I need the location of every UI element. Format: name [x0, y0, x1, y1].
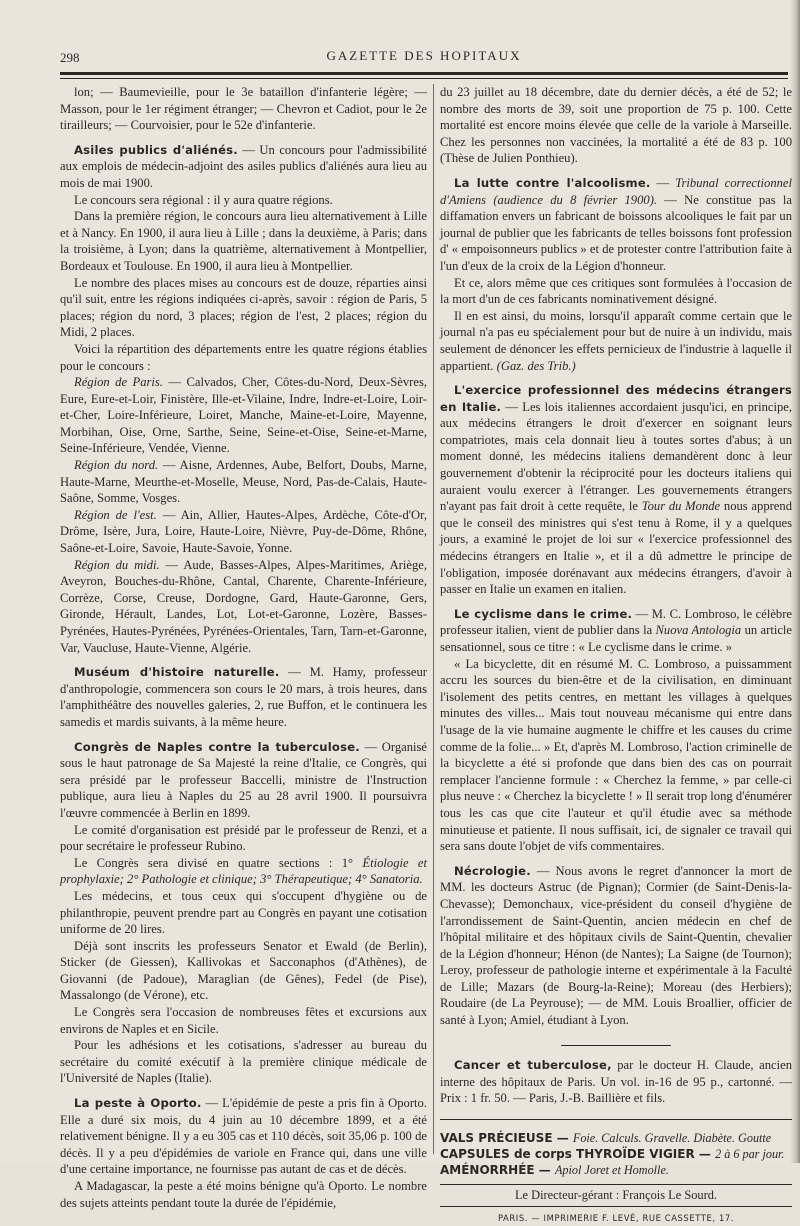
- paragraph: Le nombre des places mises au concours est de douze, réparties ainsi qu'il suit, entre les régions indiquées ci-après, savoir : région de Paris, 5 places; région du nord, 3 places; région de l'est, 2 places; région du Midi, 2 places.: [60, 275, 427, 340]
- paragraph: Pour les adhésions et les cotisations, s'adresser au bureau du secrétaire du comité exécutif à la première clinique médicale de l'Université de Naples (Italie).: [60, 1038, 427, 1086]
- paragraph: lon; — Baumevieille, pour le 3e bataillon d'infanterie légère; — Masson, pour le 1er régiment étranger; — Chevron et Cadiot, pour le 2e tirailleurs; — Courvoisier, pour le 52e d'infanterie.: [60, 85, 427, 133]
- article-text: — Nous avons le regret d'annoncer la mort de MM. les docteurs Astruc (de Pignan); Cormier (de Saint-Denis-la-Chevasse); Demonchaux, vice-président du conseil d'hygiène de l'arrondissement de Saint-Quentin, ancien médecin en chef de l'hôpital militaire et des hôpitaux civils de Saint-Quentin, chevalier de la Légion d'honneur; Hénon (de Nantes); La Saigne (de Tournon); Leroy, professeur de pathologie interne et expérimentale à la Faculté de Lille; Mazars (de Bourg-la-Reine); Moreau (des Herbiers); Roudaire (de La Peyrouse); — de MM. Louis Broallier, officier de santé à Lyon; Amiel, étudiant à Lyon.: [440, 863, 792, 1028]
- article-heading: La lutte contre l'alcoolisme.: [454, 175, 651, 190]
- article-heading: Asiles publics d'aliénés.: [74, 142, 238, 157]
- printer-imprint: PARIS. — IMPRIMERIE F. LEVÉ, RUE CASSETTE, 17.: [497, 1212, 735, 1223]
- ad-title: AMÉNORRHÉE —: [440, 1163, 555, 1178]
- region-label: Région de l'est.: [74, 507, 157, 522]
- region-paris: [60, 374, 427, 457]
- page-header: [60, 46, 788, 68]
- article-heading: Le cyclisme dans le crime.: [454, 606, 633, 621]
- region-label: Région du nord.: [74, 458, 159, 473]
- header-rule-thick: [60, 72, 788, 75]
- article-text: — Ne constitue pas la diffamation envers un fabricant de boissons alcooliques le fait par un journal de publier que les fabricants de telles boissons font profession d' « empoisonneurs publics » et de protester contre l'attribution faite à l'un d'eux de la croix de la Légion d'honneur.: [440, 192, 792, 273]
- article-asiles: [60, 142, 427, 192]
- section-separator: [440, 1037, 792, 1054]
- article-exercice: [440, 382, 792, 598]
- paragraph: du 23 juillet au 18 décembre, date du dernier décès, a été de 52; le nombre des morts de 39, soit une proportion de 75 p. 100. Cette mortalité est encore moins élevée que celle de la variole à Marseille. Chez les personnes non vaccinées, la mortalité a été de 83 p. 100 (Thèse de Julien Ponthieu).: [440, 85, 792, 166]
- article-text: un article sensationnel, sous ce titre : « Le cyclisme dans le crime. »: [440, 623, 792, 654]
- journal-italic: Nuova Antologia: [655, 623, 742, 638]
- article-heading: Nécrologie.: [454, 863, 531, 878]
- article-heading: Muséum d'histoire naturelle.: [74, 665, 280, 680]
- region-text: — Ain, Allier, Hautes-Alpes, Ardèche, Côte-d'Or, Drôme, Isère, Jura, Loire, Haute-Loire, Nièvre, Puy-de-Dôme, Rhône, Saône-et-Loire, Savoie, Haute-Savoie, Yonne.: [60, 507, 427, 556]
- source-italic: (Gaz. des Trib.): [496, 358, 576, 373]
- journal-italic: Tour du Monde: [641, 499, 721, 514]
- paragraph-citation: [440, 308, 792, 374]
- paragraph: Les médecins, et tous ceux qui s'occupent d'hygiène ou de philanthropie, peuvent prendre part au Congrès en payant une cotisation uniforme de 20 lires.: [60, 888, 427, 937]
- article-alcoolisme: [440, 175, 792, 275]
- directeur-gerant: Le Directeur-gérant : François Le Sourd.: [440, 1184, 792, 1207]
- header-rule-thin: [60, 78, 788, 79]
- ad-description: Apiol Joret et Homolle.: [554, 1163, 669, 1178]
- ad-amenorrhee: [440, 1162, 792, 1178]
- paragraph: « La bicyclette, dit en résumé M. C. Lombroso, a puissamment accru les sources du bien-être et de la civilisation, en diminuant l'isolement des petits centres, en mettant les villages à quelques minutes des villes... Mais tout nouveau mécanisme qui entre dans l'usage de la vie humaine augmente le chiffre et les causes du crime comme de la folie... » Et, d'après M. Lombroso, l'action criminelle de la bicyclette a été si profonde que dans bien des cas on pourrait remplacer l'ancienne formule : « Cherchez la femme, » par celle-ci plus neuve : « Cherchez la bicyclette ! » Il serait trop long d'énumérer tous les cas que cite l'auteur et qu'il étudie avec sa méthode minutieuse et patiente. Il nous suffisait, ici, de signaler ce travail qui sera sans doute l'objet de vifs commentaires.: [440, 656, 792, 854]
- region-nord: [60, 457, 427, 507]
- paragraph-sections: [60, 855, 427, 888]
- article-heading: L'exercice professionnel des médecins étrangers en Italie.: [440, 383, 792, 414]
- ad-description: Foie. Calculs. Gravelle. Diabète. Goutte: [572, 1131, 772, 1146]
- advertisements: [440, 1119, 792, 1178]
- article-necrologie: [440, 863, 792, 1029]
- region-text: — Aisne, Ardennes, Aube, Belfort, Doubs, Marne, Haute-Marne, Meurthe-et-Moselle, Meuse, Nord, Pas-de-Calais, Haute-Saône, Somme, Vosges.: [60, 458, 427, 506]
- article-text: — Un concours pour l'admissibilité aux emplois de médecin-adjoint des asiles publics d'aliénés aura lieu au mois de mai 1900.: [60, 142, 427, 190]
- region-label: Région de Paris.: [74, 375, 163, 390]
- text: —: [650, 175, 676, 190]
- right-column: [440, 84, 793, 1223]
- region-midi: [60, 557, 427, 657]
- page-number: 298: [60, 50, 80, 65]
- text: Le Congrès sera divisé en quatre sections : 1°: [74, 855, 363, 870]
- article-text: — Organisé sous le haut patronage de Sa Majesté la reine d'Italie, ce Congrès, qui sera présidé par le professeur Baccelli, ministre de l'Instruction publique, aura lieu à Naples du 25 au 28 avril 1900. Il poursuivra l'œuvre commencée à Berlin en 1899.: [60, 739, 427, 820]
- left-column: [60, 84, 428, 1210]
- article-congres: [60, 739, 427, 822]
- article-heading: Congrès de Naples contre la tuberculose.: [74, 739, 360, 754]
- article-text: — M. C. Lombroso, le célèbre professeur italien, vient de publier dans la: [440, 606, 792, 638]
- paragraph: Voici la répartition des départements entre les quatre régions établies pour le concours :: [60, 341, 427, 373]
- paragraph: Dans la première région, le concours aura lieu alternativement à Lille et à Nancy. En 1900, il aura lieu à Lille ; dans la deuxième, à Paris; dans la troisième, à Lyon; dans la quatrième, alternativement à Montpellier, Bordeaux et Toulouse. En 1900, il aura lieu à Montpellier.: [60, 209, 427, 273]
- article-heading: Cancer et tuberculose,: [454, 1058, 612, 1073]
- region-label: Région du midi.: [74, 557, 160, 572]
- article-text: — Les lois italiennes accordaient jusqu'ici, en principe, aux médecins étrangers le droit d'exercer en soignant leurs compatriotes, mais cela donnait lieu à toutes sortes d'abus; à un moment donné, les médecins italiens demandèrent donc à leur gouvernement d'obtenir la réciprocité pour les docteurs italiens qui auraient voulu exercer à l'étranger. Les gouvernements étrangers n'ayant pas fait droit à cette requête, le: [440, 399, 792, 514]
- paragraph: Le concours sera régional : il y aura quatre régions.: [74, 192, 333, 207]
- article-text: — M. Hamy, professeur d'anthropologie, commencera son cours le 20 mars, à trois heures, dans l'amphithéâtre des nouvelles galeries, 2, rue Buffon, et le continuera les samedis et mardis suivants, à la même heure.: [60, 665, 427, 729]
- sections-italic: Étiologie et prophylaxie; 2° Pathologie et clinique; 3° Thérapeutique; 4° Sanatoria.: [60, 855, 427, 887]
- ad-description: 2 à 6 par jour.: [715, 1147, 785, 1162]
- article-heading: La peste à Oporto.: [74, 1096, 202, 1111]
- column-divider: [433, 84, 434, 1154]
- paragraph: Le comité d'organisation est présidé par le professeur de Renzi, et a pour secrétaire le professeur Rubino.: [60, 822, 427, 854]
- ad-vals: [440, 1130, 792, 1146]
- ad-title: CAPSULES de corps THYROÏDE VIGIER —: [440, 1147, 716, 1162]
- ad-capsules: [440, 1146, 792, 1162]
- region-est: [60, 507, 427, 557]
- text: Il en est ainsi, du moins, lorsqu'il apparaît comme certain que le journal n'a pas eu spécialement pour but de nuire à un individu, mais seulement de dénoncer les effets pernicieux de l'industrie à laquelle il appartient.: [440, 308, 792, 373]
- book-notice: [440, 1057, 792, 1107]
- running-title: GAZETTE DES HOPITAUX: [326, 48, 522, 63]
- article-museum: [60, 664, 427, 730]
- paragraph: A Madagascar, la peste a été moins bénigne qu'à Oporto. Le nombre des sujets atteints pendant toute la durée de l'épidémie,: [60, 1179, 427, 1210]
- paragraph: Le Congrès sera l'occasion de nombreuses fêtes et excursions aux environs de Naples et en Sicile.: [60, 1005, 427, 1036]
- article-text: nous apprend que le conseil des ministres qui s'est tenu à Rome, il y a quelques jours, a examiné le projet de loi sur « l'exercice professionnel des médecins étrangers en Italie », et il a dû admettre le principe de l'obligation, imposée dorénavant aux médecins étrangers, d'avoir à passer en Italie un examen en italien.: [440, 499, 792, 597]
- article-cyclisme: [440, 606, 792, 656]
- region-text: — Calvados, Cher, Côtes-du-Nord, Deux-Sèvres, Eure, Eure-et-Loir, Finistère, Ille-et-Vilaine, Indre, Indre-et-Loire, Loir-et-Cher, Loire-Inférieure, Loiret, Manche, Maine-et-Loire, Mayenne, Morbihan, Oise, Orne, Sarthe, Seine, Seine-et-Oise, Seine-et-Marne, Seine-Inférieure, Vendée, Vienne.: [60, 375, 428, 456]
- region-text: — Aude, Basses-Alpes, Alpes-Maritimes, Ariège, Aveyron, Bouches-du-Rhône, Cantal, Charente, Charente-Inférieure, Corrèze, Corse, Creuse, Dordogne, Gard, Haute-Garonne, Gers, Gironde, Hérault, Landes, Lot, Lot-et-Garonne, Lozère, Basses-Pyrénées, Hautes-Pyrénées, Pyrénées-Orientales, Tarn, Tarn-et-Garonne, Var, Vaucluse, Haute-Vienne, Algérie.: [60, 557, 427, 655]
- article-text: par le docteur H. Claude, ancien interne des hôpitaux de Paris. Un vol. in-16 de 95 p., cartonné. — Prix : 1 fr. 50. — Paris, J.-B. Baillière et fils.: [440, 1058, 793, 1106]
- ad-title: VALS PRÉCIEUSE —: [440, 1131, 573, 1146]
- tribunal-italic: Tribunal correctionnel d'Amiens (audience du 8 février 1900).: [440, 175, 792, 207]
- article-peste: [60, 1095, 427, 1178]
- paragraph: Déjà sont inscrits les professeurs Senator et Ewald (de Berlin), Sticker (de Giessen), Kallivokas et Sacconaphos (d'Athènes), de Giovanni (de Padoue), Maraglian (de Gênes), Fedel (de Pise), Massalongo (de Vérone), etc.: [60, 938, 427, 1003]
- article-text: — L'épidémie de peste a pris fin à Oporto. Elle a duré six mois, du 4 juin au 10 décembre 1899, et a été relativement bénigne. Il y a eu 305 cas et 110 décès, soit 35,06 p. 100 de décès. Il y a peu d'épidémies de variole en France qui, dans une ville d'une certaine importance, ne fournisse pas autant de cas et de décès.: [60, 1096, 427, 1177]
- paragraph: Et ce, alors même que ces critiques sont formulées à l'occasion de la mort d'un de ces fabricants nominativement désigné.: [440, 275, 792, 307]
